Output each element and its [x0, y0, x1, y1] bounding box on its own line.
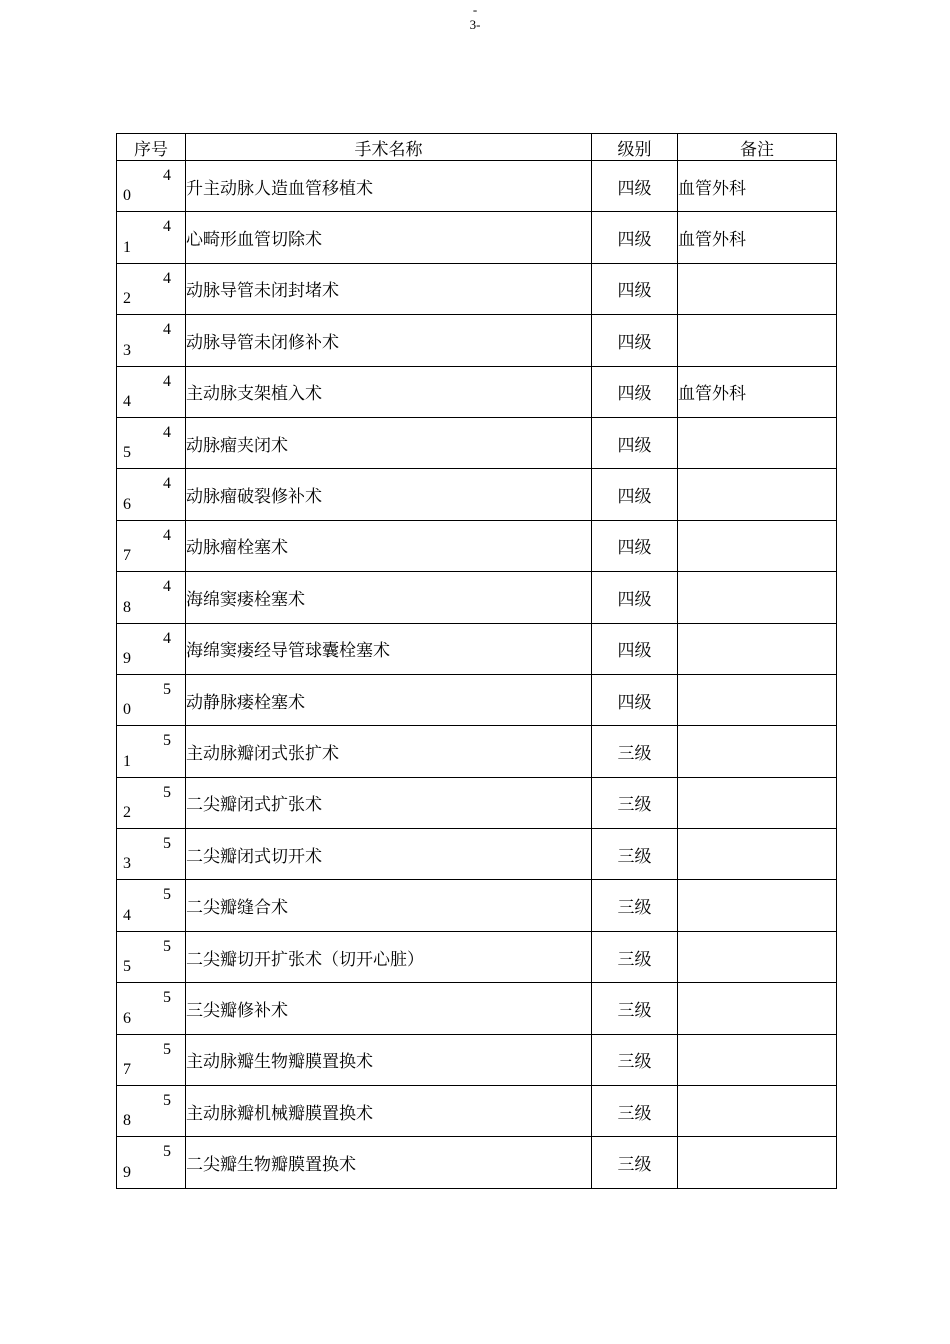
surgery-level: 三级	[592, 1034, 678, 1085]
seq-number-bottom: 4	[123, 392, 131, 410]
table-row	[117, 161, 837, 212]
surgery-name: 海绵窦瘘栓塞术	[186, 572, 592, 623]
surgery-level: 四级	[592, 417, 678, 468]
seq-number-top: 5	[163, 1143, 171, 1161]
page-number-line2: 3-	[469, 17, 481, 32]
seq-cell	[117, 263, 186, 314]
seq-cell	[117, 520, 186, 571]
surgery-level: 三级	[592, 1086, 678, 1137]
seq-number-bottom: 1	[123, 752, 131, 770]
surgery-name: 二尖瓣缝合术	[186, 880, 592, 931]
seq-cell	[117, 417, 186, 468]
surgery-name: 主动脉瓣机械瓣膜置换术	[186, 1086, 592, 1137]
surgery-level: 四级	[592, 572, 678, 623]
seq-number-bottom: 3	[123, 341, 131, 359]
seq-number-bottom: 9	[123, 649, 131, 667]
header-level: 级别	[592, 134, 678, 161]
seq-number-top: 5	[163, 680, 171, 698]
table-row	[117, 1034, 837, 1085]
surgery-note	[678, 777, 837, 828]
seq-number-bottom: 6	[123, 495, 131, 513]
table-body	[117, 161, 837, 1189]
seq-number-bottom: 2	[123, 804, 131, 822]
seq-cell	[117, 212, 186, 263]
seq-number-bottom: 1	[123, 238, 131, 256]
surgery-note	[678, 417, 837, 468]
surgery-level: 三级	[592, 983, 678, 1034]
header-name: 手术名称	[186, 134, 592, 161]
page-number	[0, 2, 950, 32]
table-header-row	[117, 134, 837, 161]
page-number-line1: -	[472, 2, 478, 17]
seq-number-bottom: 8	[123, 1112, 131, 1130]
seq-number-top: 5	[163, 937, 171, 955]
surgery-name: 主动脉瓣生物瓣膜置换术	[186, 1034, 592, 1085]
table-row	[117, 983, 837, 1034]
surgery-name: 二尖瓣闭式扩张术	[186, 777, 592, 828]
surgery-note	[678, 1086, 837, 1137]
seq-cell	[117, 161, 186, 212]
surgery-level: 四级	[592, 520, 678, 571]
header-seq: 序号	[117, 134, 186, 161]
table-row	[117, 726, 837, 777]
surgery-name: 动脉导管未闭封堵术	[186, 263, 592, 314]
surgery-note	[678, 469, 837, 520]
surgery-name: 动脉瘤夹闭术	[186, 417, 592, 468]
seq-number-top: 4	[163, 269, 171, 287]
surgery-note	[678, 829, 837, 880]
surgery-level: 四级	[592, 366, 678, 417]
surgery-name: 主动脉瓣闭式张扩术	[186, 726, 592, 777]
surgery-name: 二尖瓣切开扩张术（切开心脏）	[186, 931, 592, 982]
seq-cell	[117, 880, 186, 931]
surgery-note: 血管外科	[678, 161, 837, 212]
seq-cell	[117, 829, 186, 880]
seq-number-top: 5	[163, 732, 171, 750]
table-row	[117, 829, 837, 880]
table-row	[117, 674, 837, 725]
seq-cell	[117, 983, 186, 1034]
seq-number-top: 5	[163, 886, 171, 904]
surgery-level: 四级	[592, 623, 678, 674]
seq-number-bottom: 3	[123, 855, 131, 873]
seq-number-bottom: 8	[123, 598, 131, 616]
seq-number-top: 4	[163, 218, 171, 236]
seq-cell	[117, 1086, 186, 1137]
seq-number-bottom: 7	[123, 1061, 131, 1079]
surgery-note	[678, 1137, 837, 1188]
surgery-name: 动静脉瘘栓塞术	[186, 674, 592, 725]
seq-number-bottom: 0	[123, 187, 131, 205]
surgery-level: 三级	[592, 726, 678, 777]
seq-number-bottom: 4	[123, 906, 131, 924]
table-row	[117, 212, 837, 263]
surgery-level: 四级	[592, 469, 678, 520]
surgery-level: 四级	[592, 212, 678, 263]
surgery-note	[678, 263, 837, 314]
seq-number-top: 5	[163, 989, 171, 1007]
surgery-level: 四级	[592, 161, 678, 212]
seq-number-top: 4	[163, 321, 171, 339]
seq-cell	[117, 1034, 186, 1085]
seq-number-bottom: 5	[123, 958, 131, 976]
seq-number-bottom: 2	[123, 290, 131, 308]
surgery-name: 升主动脉人造血管移植术	[186, 161, 592, 212]
seq-number-top: 4	[163, 475, 171, 493]
surgery-note: 血管外科	[678, 366, 837, 417]
seq-number-top: 4	[163, 629, 171, 647]
surgery-note: 血管外科	[678, 212, 837, 263]
seq-number-bottom: 5	[123, 444, 131, 462]
surgery-note	[678, 880, 837, 931]
surgery-name: 二尖瓣闭式切开术	[186, 829, 592, 880]
surgery-note	[678, 623, 837, 674]
table-row	[117, 315, 837, 366]
seq-number-bottom: 7	[123, 547, 131, 565]
surgery-name: 主动脉支架植入术	[186, 366, 592, 417]
surgery-name: 二尖瓣生物瓣膜置换术	[186, 1137, 592, 1188]
surgery-note	[678, 983, 837, 1034]
table-row	[117, 931, 837, 982]
surgery-level: 四级	[592, 674, 678, 725]
seq-cell	[117, 1137, 186, 1188]
seq-cell	[117, 469, 186, 520]
seq-number-bottom: 0	[123, 701, 131, 719]
seq-number-top: 4	[163, 167, 171, 184]
surgery-level: 三级	[592, 931, 678, 982]
surgery-name: 动脉导管未闭修补术	[186, 315, 592, 366]
table-row	[117, 623, 837, 674]
table-row	[117, 366, 837, 417]
seq-cell	[117, 572, 186, 623]
surgery-name: 心畸形血管切除术	[186, 212, 592, 263]
seq-cell	[117, 315, 186, 366]
table-row	[117, 520, 837, 571]
surgery-level: 三级	[592, 777, 678, 828]
surgery-name: 动脉瘤破裂修补术	[186, 469, 592, 520]
surgery-level: 三级	[592, 880, 678, 931]
seq-number-top: 5	[163, 1040, 171, 1058]
seq-number-top: 4	[163, 526, 171, 544]
table-row	[117, 880, 837, 931]
surgery-note	[678, 931, 837, 982]
table-row	[117, 777, 837, 828]
surgery-level: 三级	[592, 1137, 678, 1188]
surgery-note	[678, 1034, 837, 1085]
seq-cell	[117, 623, 186, 674]
seq-cell	[117, 931, 186, 982]
surgery-note	[678, 520, 837, 571]
seq-cell	[117, 726, 186, 777]
surgery-name: 三尖瓣修补术	[186, 983, 592, 1034]
table-row	[117, 1086, 837, 1137]
seq-cell	[117, 777, 186, 828]
seq-number-top: 5	[163, 835, 171, 853]
seq-cell	[117, 366, 186, 417]
table-row	[117, 1137, 837, 1188]
surgery-name: 海绵窦瘘经导管球囊栓塞术	[186, 623, 592, 674]
seq-number-top: 4	[163, 423, 171, 441]
seq-number-top: 4	[163, 372, 171, 390]
header-note: 备注	[678, 134, 837, 161]
surgery-name: 动脉瘤栓塞术	[186, 520, 592, 571]
surgery-level: 三级	[592, 829, 678, 880]
seq-number-bottom: 6	[123, 1009, 131, 1027]
surgery-level: 四级	[592, 315, 678, 366]
surgery-note	[678, 674, 837, 725]
seq-number-top: 4	[163, 578, 171, 596]
surgery-level: 四级	[592, 263, 678, 314]
surgery-note	[678, 315, 837, 366]
surgery-note	[678, 726, 837, 777]
surgery-table	[116, 133, 837, 1189]
seq-number-bottom: 9	[123, 1163, 131, 1181]
surgery-note	[678, 572, 837, 623]
seq-cell	[117, 674, 186, 725]
seq-number-top: 5	[163, 783, 171, 801]
table-row	[117, 572, 837, 623]
table-row	[117, 417, 837, 468]
table-row	[117, 469, 837, 520]
seq-number-top: 5	[163, 1092, 171, 1110]
table-row	[117, 263, 837, 314]
